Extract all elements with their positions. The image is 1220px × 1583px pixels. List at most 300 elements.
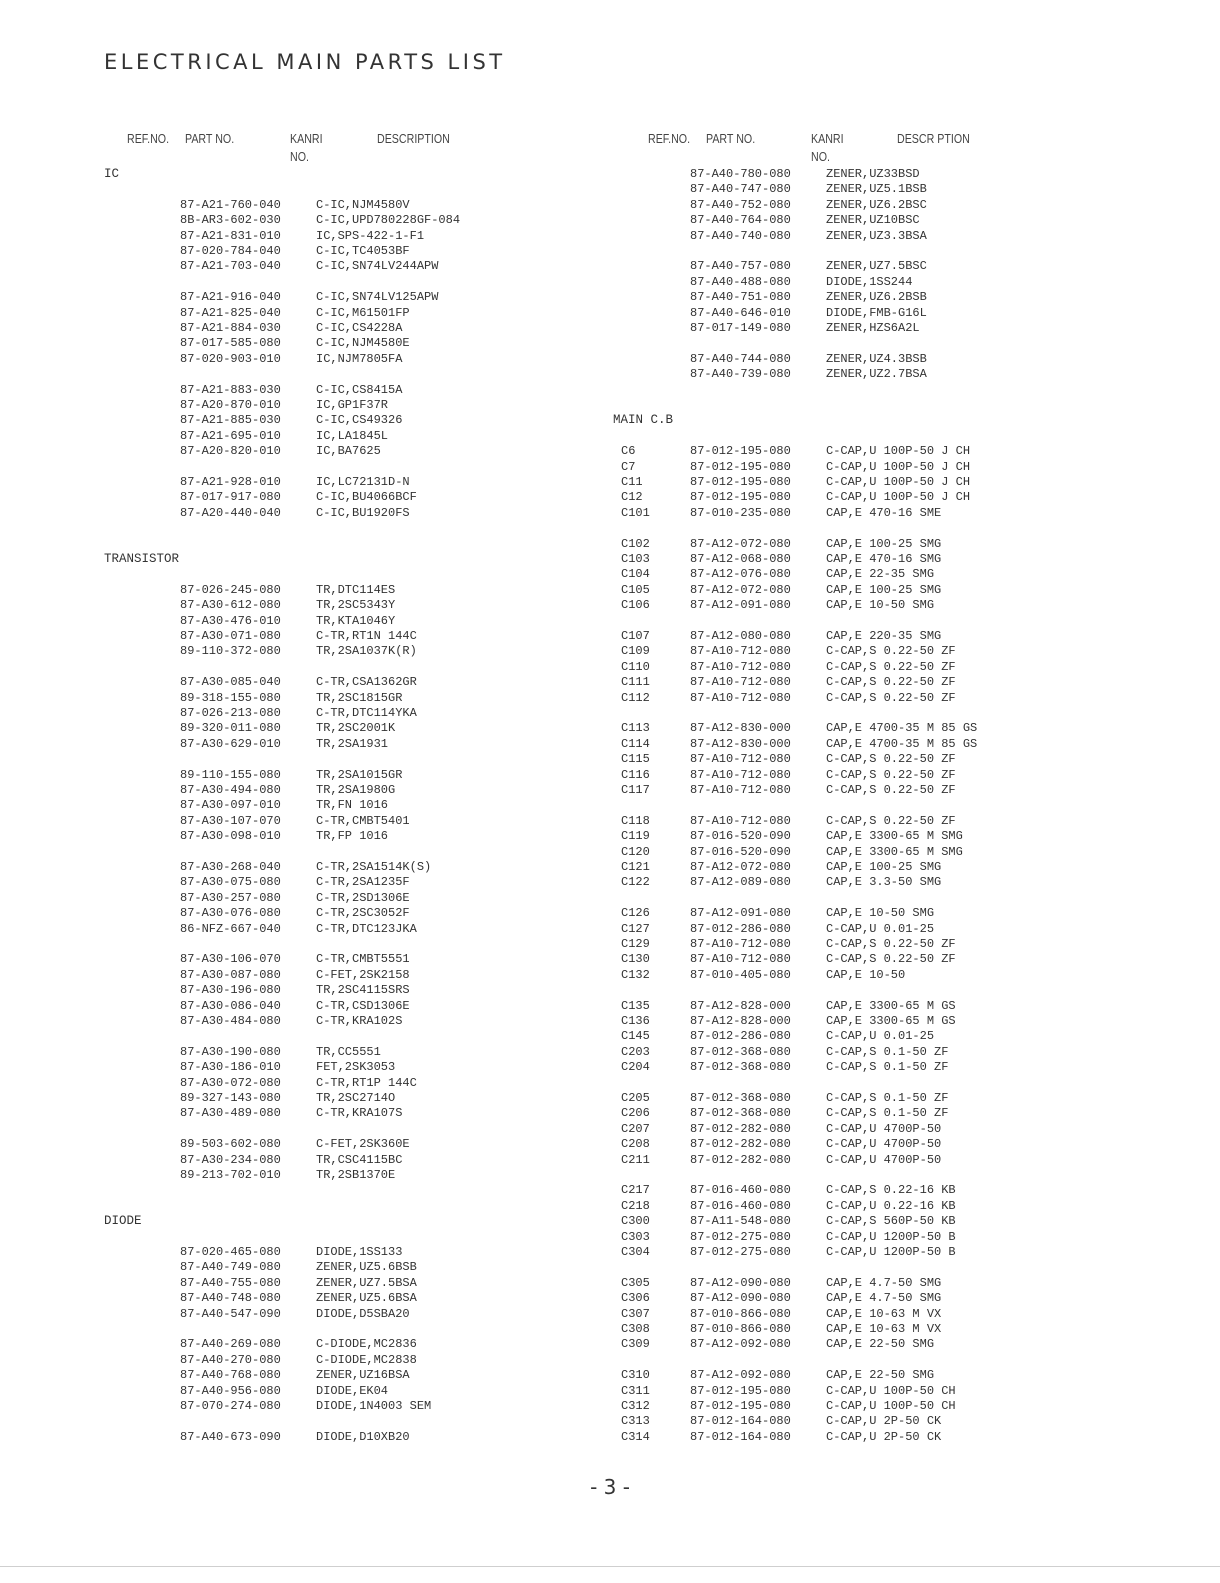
description: C-CAP,S 0.22-50 ZF bbox=[826, 675, 956, 690]
parts-row bbox=[0, 1045, 1220, 1060]
part-no: 87-A30-629-010 bbox=[180, 736, 281, 751]
part-no: 87-012-195-080 bbox=[690, 475, 791, 489]
description: IC,SPS-422-1-F1 bbox=[316, 228, 425, 243]
description: C-CAP,S 0.22-50 ZF bbox=[826, 952, 956, 967]
description: CAP,E 470-16 SME bbox=[826, 505, 942, 520]
description: C-CAP,S 0.22-50 ZF bbox=[826, 659, 956, 674]
ref-no: C119 bbox=[621, 829, 650, 844]
description: C-IC,M61501FP bbox=[316, 305, 410, 320]
ref-no: C309 bbox=[621, 1337, 650, 1352]
part-no: 87-A30-076-080 bbox=[180, 906, 281, 921]
description: C-CAP,U 100P-50 CH bbox=[826, 1383, 956, 1398]
description: ZENER,UZ5.6BSB bbox=[316, 1260, 417, 1275]
part-no: 87-A20-820-010 bbox=[180, 444, 281, 459]
header-description: DESCR PTION bbox=[897, 131, 970, 146]
description: TR,2SC4115SRS bbox=[316, 983, 410, 998]
description: C-CAP,U 4700P-50 bbox=[826, 1121, 942, 1136]
bottom-divider bbox=[0, 1566, 1220, 1567]
description: CAP,E 10-50 SMG bbox=[826, 598, 935, 613]
parts-row bbox=[0, 706, 1220, 721]
ref-no: C105 bbox=[621, 582, 650, 597]
description: C-IC,UPD780228GF-084 bbox=[316, 213, 461, 228]
part-no: 87-A30-268-040 bbox=[180, 860, 281, 874]
description: ZENER,UZ6.2BSC bbox=[826, 197, 927, 212]
ref-no: C7 bbox=[621, 459, 636, 474]
parts-row bbox=[0, 306, 1220, 321]
description: CAP,E 3300-65 M SMG bbox=[826, 829, 963, 844]
description: ZENER,UZ3.3BSA bbox=[826, 228, 927, 243]
description: CAP,E 100-25 SMG bbox=[826, 860, 942, 874]
description: C-TR,2SA1235F bbox=[316, 875, 410, 890]
ref-no: C111 bbox=[621, 675, 650, 690]
parts-row bbox=[0, 845, 1220, 860]
description: ZENER,UZ6.2BSB bbox=[826, 290, 927, 305]
parts-row bbox=[0, 660, 1220, 675]
ref-no: C101 bbox=[621, 505, 650, 520]
part-no: 87-012-195-080 bbox=[690, 444, 791, 459]
description: C-CAP,U 4700P-50 bbox=[826, 1152, 942, 1167]
description: IC,LA1845L bbox=[316, 428, 389, 443]
ref-no: C115 bbox=[621, 752, 650, 767]
header-part-no: PART NO. bbox=[185, 131, 235, 146]
description: C-CAP,U 0.01-25 bbox=[826, 1029, 935, 1044]
description: C-IC,NJM4580E bbox=[316, 336, 410, 351]
part-no: 89-320-011-080 bbox=[180, 721, 281, 736]
part-no: 87-A12-076-080 bbox=[690, 567, 791, 582]
description: CAP,E 22-35 SMG bbox=[826, 567, 935, 582]
part-no: 87-020-465-080 bbox=[180, 1245, 281, 1259]
ref-no: C311 bbox=[621, 1383, 650, 1398]
parts-row bbox=[0, 290, 1220, 305]
part-no: 87-012-286-080 bbox=[690, 1029, 791, 1044]
part-no: 87-A21-883-030 bbox=[180, 382, 281, 397]
parts-row bbox=[0, 1430, 1220, 1445]
description: FET,2SK3053 bbox=[316, 1060, 396, 1075]
part-no: 87-A30-075-080 bbox=[180, 875, 281, 890]
parts-row bbox=[0, 675, 1220, 690]
parts-row bbox=[0, 1199, 1220, 1214]
part-no: 87-016-460-080 bbox=[690, 1183, 791, 1198]
parts-row bbox=[0, 1060, 1220, 1075]
part-no: 87-A21-831-010 bbox=[180, 228, 281, 243]
ref-no: C122 bbox=[621, 875, 650, 890]
ref-no: C113 bbox=[621, 721, 650, 736]
ref-no: C107 bbox=[621, 629, 650, 643]
part-no: 87-A30-494-080 bbox=[180, 783, 281, 797]
ref-no: C308 bbox=[621, 1322, 650, 1336]
parts-row bbox=[0, 598, 1220, 613]
part-no: 87-012-368-080 bbox=[690, 1060, 791, 1075]
parts-row bbox=[0, 814, 1220, 829]
part-no: 87-A40-740-080 bbox=[690, 228, 791, 243]
description: CAP,E 470-16 SMG bbox=[826, 552, 942, 566]
parts-row bbox=[0, 922, 1220, 937]
parts-row bbox=[0, 952, 1220, 967]
section-heading: TRANSISTOR bbox=[104, 552, 180, 566]
description: TR,2SA1037K(R) bbox=[316, 644, 417, 659]
ref-no: C11 bbox=[621, 475, 643, 489]
header-kanri-no: NO. bbox=[290, 149, 309, 164]
description: C-CAP,U 100P-50 J CH bbox=[826, 459, 971, 474]
part-no: 87-A21-825-040 bbox=[180, 305, 281, 320]
ref-no: C136 bbox=[621, 1014, 650, 1028]
ref-no: C114 bbox=[621, 736, 650, 751]
description: C-DIODE,MC2838 bbox=[316, 1352, 417, 1367]
parts-row bbox=[0, 1076, 1220, 1091]
parts-row bbox=[0, 1384, 1220, 1399]
part-no: 87-A12-828-000 bbox=[690, 998, 791, 1013]
part-no: 87-010-235-080 bbox=[690, 505, 791, 520]
part-no: 87-A12-089-080 bbox=[690, 875, 791, 890]
part-no: 87-A40-673-090 bbox=[180, 1429, 281, 1444]
parts-row bbox=[0, 244, 1220, 259]
description: CAP,E 220-35 SMG bbox=[826, 629, 942, 643]
ref-no: C130 bbox=[621, 952, 650, 967]
parts-row bbox=[0, 1307, 1220, 1322]
description: CAP,E 3300-65 M GS bbox=[826, 998, 956, 1013]
parts-row bbox=[0, 429, 1220, 444]
description: CAP,E 3.3-50 SMG bbox=[826, 875, 942, 890]
description: C-TR,RT1N 144C bbox=[316, 629, 417, 643]
description: C-TR,2SC3052F bbox=[316, 906, 410, 921]
part-no: 87-A40-739-080 bbox=[690, 367, 791, 382]
description: ZENER,UZ33BSD bbox=[826, 167, 920, 181]
description: C-IC,CS49326 bbox=[316, 413, 403, 428]
parts-row bbox=[0, 383, 1220, 398]
parts-row bbox=[0, 875, 1220, 890]
description: TR,2SC2001K bbox=[316, 721, 396, 736]
part-no: 87-A40-768-080 bbox=[180, 1368, 281, 1383]
part-no: 87-A30-106-070 bbox=[180, 952, 281, 967]
parts-row bbox=[0, 506, 1220, 521]
part-no: 87-A40-744-080 bbox=[690, 351, 791, 366]
description: TR,CSC4115BC bbox=[316, 1152, 403, 1167]
part-no: 87-A30-484-080 bbox=[180, 1014, 281, 1028]
part-no: 87-A12-068-080 bbox=[690, 552, 791, 566]
part-no: 87-A21-928-010 bbox=[180, 475, 281, 489]
ref-no: C313 bbox=[621, 1414, 650, 1429]
description: CAP,E 10-50 SMG bbox=[826, 906, 935, 921]
description: C-CAP,S 0.1-50 ZF bbox=[826, 1060, 949, 1075]
part-no: 87-A30-196-080 bbox=[180, 983, 281, 998]
parts-row bbox=[0, 444, 1220, 459]
page-number: - 3 - bbox=[590, 1475, 630, 1499]
description: C-CAP,S 0.1-50 ZF bbox=[826, 1091, 949, 1105]
part-no: 87-A30-086-040 bbox=[180, 998, 281, 1013]
description: CAP,E 4700-35 M 85 GS bbox=[826, 721, 978, 736]
part-no: 89-110-155-080 bbox=[180, 767, 281, 782]
part-no: 87-A12-828-000 bbox=[690, 1014, 791, 1028]
parts-row bbox=[0, 275, 1220, 290]
part-no: 87-A21-916-040 bbox=[180, 290, 281, 305]
parts-row bbox=[0, 1014, 1220, 1029]
description: C-CAP,S 0.22-50 ZF bbox=[826, 767, 956, 782]
parts-row bbox=[0, 783, 1220, 798]
description: ZENER,UZ7.5BSC bbox=[826, 259, 927, 274]
ref-no: C6 bbox=[621, 444, 636, 459]
part-no: 87-012-368-080 bbox=[690, 1044, 791, 1059]
parts-row bbox=[0, 367, 1220, 382]
part-no: 87-A20-870-010 bbox=[180, 398, 281, 412]
part-no: 87-A12-830-000 bbox=[690, 721, 791, 736]
part-no: 87-016-520-090 bbox=[690, 829, 791, 844]
parts-row bbox=[0, 737, 1220, 752]
parts-row bbox=[0, 1399, 1220, 1414]
description: C-CAP,S 0.1-50 ZF bbox=[826, 1044, 949, 1059]
parts-row bbox=[0, 567, 1220, 582]
parts-row bbox=[0, 1260, 1220, 1275]
parts-row bbox=[0, 752, 1220, 767]
parts-row bbox=[0, 552, 1220, 567]
parts-row bbox=[0, 1414, 1220, 1429]
description: C-FET,2SK360E bbox=[316, 1137, 410, 1152]
description: TR,2SB1370E bbox=[316, 1168, 396, 1182]
part-no: 87-012-195-080 bbox=[690, 459, 791, 474]
description: C-CAP,S 0.22-50 ZF bbox=[826, 937, 956, 951]
parts-row bbox=[0, 352, 1220, 367]
part-no: 87-A40-780-080 bbox=[690, 167, 791, 181]
part-no: 87-A12-072-080 bbox=[690, 582, 791, 597]
ref-no: C307 bbox=[621, 1306, 650, 1321]
description: IC,NJM7805FA bbox=[316, 351, 403, 366]
parts-row bbox=[0, 1029, 1220, 1044]
parts-row bbox=[0, 768, 1220, 783]
description: C-IC,CS8415A bbox=[316, 382, 403, 397]
part-no: 87-A30-087-080 bbox=[180, 967, 281, 982]
description: C-CAP,U 0.01-25 bbox=[826, 921, 935, 936]
description: C-CAP,U 2P-50 CK bbox=[826, 1429, 942, 1444]
description: C-CAP,S 0.22-16 KB bbox=[826, 1183, 956, 1198]
part-no: 87-A40-757-080 bbox=[690, 259, 791, 274]
ref-no: C126 bbox=[621, 906, 650, 921]
description: CAP,E 4.7-50 SMG bbox=[826, 1291, 942, 1306]
part-no: 87-A40-752-080 bbox=[690, 197, 791, 212]
part-no: 87-A30-257-080 bbox=[180, 890, 281, 905]
description: C-IC,TC4053BF bbox=[316, 244, 410, 258]
ref-no: C217 bbox=[621, 1183, 650, 1198]
ref-no: C132 bbox=[621, 967, 650, 982]
description: C-IC,BU4066BCF bbox=[316, 490, 417, 505]
ref-no: C121 bbox=[621, 860, 650, 874]
description: C-TR,2SD1306E bbox=[316, 890, 410, 905]
part-no: 87-026-213-080 bbox=[180, 706, 281, 720]
parts-row bbox=[0, 213, 1220, 228]
part-no: 87-A10-712-080 bbox=[690, 767, 791, 782]
ref-no: C106 bbox=[621, 598, 650, 613]
parts-row bbox=[0, 999, 1220, 1014]
description: C-TR,DTC123JKA bbox=[316, 921, 417, 936]
part-no: 87-010-866-080 bbox=[690, 1322, 791, 1336]
ref-no: C310 bbox=[621, 1368, 650, 1383]
parts-row bbox=[0, 1276, 1220, 1291]
description: CAP,E 3300-65 M GS bbox=[826, 1014, 956, 1028]
part-no: 87-A40-646-010 bbox=[690, 305, 791, 320]
parts-row bbox=[0, 537, 1220, 552]
part-no: 87-A30-085-040 bbox=[180, 675, 281, 690]
part-no: 87-A10-712-080 bbox=[690, 752, 791, 767]
header-kanri: KANRI bbox=[811, 131, 844, 146]
part-no: 87-A30-072-080 bbox=[180, 1075, 281, 1090]
ref-no: C207 bbox=[621, 1121, 650, 1136]
description: C-TR,KRA102S bbox=[316, 1014, 403, 1028]
parts-row bbox=[0, 336, 1220, 351]
parts-row bbox=[0, 691, 1220, 706]
ref-no: C312 bbox=[621, 1399, 650, 1413]
description: CAP,E 3300-65 M SMG bbox=[826, 844, 963, 859]
part-no: 87-A40-755-080 bbox=[180, 1275, 281, 1290]
description: CAP,E 4.7-50 SMG bbox=[826, 1275, 942, 1290]
section-heading: IC bbox=[104, 167, 120, 181]
parts-row bbox=[0, 937, 1220, 952]
ref-no: C145 bbox=[621, 1029, 650, 1044]
description: CAP,E 10-63 M VX bbox=[826, 1306, 942, 1321]
part-no: 87-012-282-080 bbox=[690, 1137, 791, 1152]
ref-no: C103 bbox=[621, 552, 650, 566]
part-no: 87-012-368-080 bbox=[690, 1106, 791, 1121]
ref-no: C104 bbox=[621, 567, 650, 582]
description: TR,2SA1015GR bbox=[316, 767, 403, 782]
description: C-CAP,U 4700P-50 bbox=[826, 1137, 942, 1152]
part-no: 87-A12-092-080 bbox=[690, 1368, 791, 1383]
description: DIODE,EK04 bbox=[316, 1383, 389, 1398]
part-no: 87-A10-712-080 bbox=[690, 783, 791, 797]
part-no: 87-012-195-080 bbox=[690, 1383, 791, 1398]
part-no: 87-A30-476-010 bbox=[180, 613, 281, 628]
part-no: 87-A40-748-080 bbox=[180, 1291, 281, 1306]
parts-row bbox=[0, 1230, 1220, 1245]
part-no: 87-A30-234-080 bbox=[180, 1152, 281, 1167]
ref-no: C109 bbox=[621, 644, 650, 659]
ref-no: C118 bbox=[621, 813, 650, 828]
part-no: 87-012-195-080 bbox=[690, 1399, 791, 1413]
description: C-CAP,U 100P-50 J CH bbox=[826, 490, 971, 505]
part-no: 87-A30-186-010 bbox=[180, 1060, 281, 1075]
part-no: 87-A12-090-080 bbox=[690, 1275, 791, 1290]
part-no: 87-A30-098-010 bbox=[180, 829, 281, 844]
part-no: 87-012-275-080 bbox=[690, 1229, 791, 1244]
parts-row bbox=[0, 1214, 1220, 1229]
description: C-TR,CMBT5551 bbox=[316, 952, 410, 967]
ref-no: C203 bbox=[621, 1044, 650, 1059]
description: TR,FN 1016 bbox=[316, 798, 389, 813]
part-no: 87-A12-090-080 bbox=[690, 1291, 791, 1306]
part-no: 87-012-286-080 bbox=[690, 921, 791, 936]
parts-row bbox=[0, 1337, 1220, 1352]
ref-no: C306 bbox=[621, 1291, 650, 1306]
description: CAP,E 4700-35 M 85 GS bbox=[826, 736, 978, 751]
part-no: 87-A12-091-080 bbox=[690, 598, 791, 613]
part-no: 87-A10-712-080 bbox=[690, 675, 791, 690]
ref-no: C205 bbox=[621, 1091, 650, 1105]
description: C-CAP,U 1200P-50 B bbox=[826, 1245, 956, 1259]
part-no: 87-A40-956-080 bbox=[180, 1383, 281, 1398]
parts-row bbox=[0, 1168, 1220, 1183]
description: TR,2SC2714O bbox=[316, 1091, 396, 1105]
description: DIODE,1SS244 bbox=[826, 274, 913, 289]
parts-row bbox=[0, 1106, 1220, 1121]
description: C-FET,2SK2158 bbox=[316, 967, 410, 982]
ref-no: C117 bbox=[621, 783, 650, 797]
description: ZENER,UZ5.1BSB bbox=[826, 182, 927, 197]
description: IC,GP1F37R bbox=[316, 398, 389, 412]
description: C-IC,SN74LV125APW bbox=[316, 290, 439, 305]
ref-no: C135 bbox=[621, 998, 650, 1013]
description: C-IC,NJM4580V bbox=[316, 197, 410, 212]
description: C-TR,KRA107S bbox=[316, 1106, 403, 1121]
description: C-CAP,U 0.22-16 KB bbox=[826, 1198, 956, 1213]
description: ZENER,UZ7.5BSA bbox=[316, 1275, 417, 1290]
parts-row bbox=[0, 167, 1220, 182]
section-heading: DIODE bbox=[104, 1214, 142, 1229]
description: C-CAP,S 0.22-50 ZF bbox=[826, 783, 956, 797]
description: C-CAP,S 0.22-50 ZF bbox=[826, 644, 956, 659]
description: C-CAP,U 100P-50 CH bbox=[826, 1399, 956, 1413]
description: C-TR,DTC114YKA bbox=[316, 706, 417, 720]
ref-no: C127 bbox=[621, 921, 650, 936]
description: TR,2SC1815GR bbox=[316, 690, 403, 705]
part-no: 89-318-155-080 bbox=[180, 690, 281, 705]
part-no: 87-A30-097-010 bbox=[180, 798, 281, 813]
description: CAP,E 100-25 SMG bbox=[826, 582, 942, 597]
description: C-TR,CSA1362GR bbox=[316, 675, 417, 690]
description: C-CAP,U 2P-50 CK bbox=[826, 1414, 942, 1429]
description: C-TR,RT1P 144C bbox=[316, 1075, 417, 1090]
ref-no: C304 bbox=[621, 1245, 650, 1259]
description: CAP,E 22-50 SMG bbox=[826, 1337, 935, 1352]
part-no: 87-017-149-080 bbox=[690, 321, 791, 335]
part-no: 87-012-164-080 bbox=[690, 1414, 791, 1429]
part-no: 87-070-274-080 bbox=[180, 1399, 281, 1413]
part-no: 87-A12-092-080 bbox=[690, 1337, 791, 1352]
part-no: 87-A20-440-040 bbox=[180, 505, 281, 520]
description: C-IC,SN74LV244APW bbox=[316, 259, 439, 274]
ref-no: C110 bbox=[621, 659, 650, 674]
parts-row bbox=[0, 1353, 1220, 1368]
description: ZENER,UZ10BSC bbox=[826, 213, 920, 228]
parts-row bbox=[0, 614, 1220, 629]
part-no: 89-213-702-010 bbox=[180, 1168, 281, 1182]
description: TR,2SC5343Y bbox=[316, 598, 396, 613]
description: C-CAP,U 100P-50 J CH bbox=[826, 444, 971, 459]
part-no: 87-A12-072-080 bbox=[690, 860, 791, 874]
ref-no: C218 bbox=[621, 1198, 650, 1213]
part-no: 87-A10-712-080 bbox=[690, 952, 791, 967]
part-no: 87-017-917-080 bbox=[180, 490, 281, 505]
parts-row bbox=[0, 968, 1220, 983]
description: C-TR,CMBT5401 bbox=[316, 813, 410, 828]
part-no: 87-026-245-080 bbox=[180, 582, 281, 597]
part-no: 87-020-784-040 bbox=[180, 244, 281, 258]
part-no: 87-016-520-090 bbox=[690, 844, 791, 859]
description: C-CAP,U 100P-50 J CH bbox=[826, 475, 971, 489]
ref-no: C314 bbox=[621, 1429, 650, 1444]
part-no: 8B-AR3-602-030 bbox=[180, 213, 281, 228]
part-no: 87-A30-612-080 bbox=[180, 598, 281, 613]
part-no: 87-A12-080-080 bbox=[690, 629, 791, 643]
header-part-no: PART NO. bbox=[706, 131, 756, 146]
description: CAP,E 10-63 M VX bbox=[826, 1322, 942, 1336]
page-title: ELECTRICAL MAIN PARTS LIST bbox=[104, 50, 506, 74]
description: C-DIODE,MC2836 bbox=[316, 1337, 417, 1352]
description: DIODE,D5SBA20 bbox=[316, 1306, 410, 1321]
part-no: 87-A21-760-040 bbox=[180, 197, 281, 212]
description: ZENER,HZS6A2L bbox=[826, 321, 920, 335]
part-no: 87-012-368-080 bbox=[690, 1091, 791, 1105]
parts-row bbox=[0, 475, 1220, 490]
description: C-TR,2SA1514K(S) bbox=[316, 860, 432, 874]
parts-row bbox=[0, 1368, 1220, 1383]
description: C-CAP,U 1200P-50 B bbox=[826, 1229, 956, 1244]
